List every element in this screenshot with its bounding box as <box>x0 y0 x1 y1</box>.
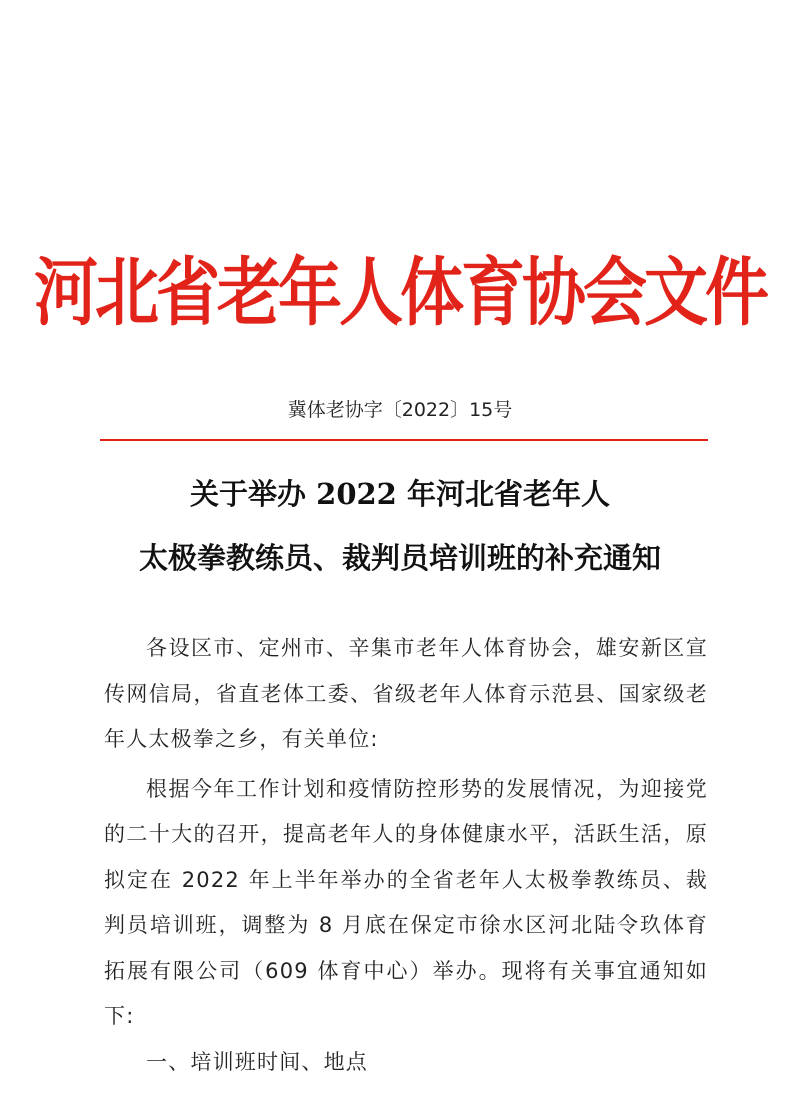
notice-title-line-1: 关于举办 2022 年河北省老年人 <box>190 477 610 511</box>
section-heading-1: 一、培训班时间、地点 <box>146 1049 368 1074</box>
document-number: 冀体老协字〔2022〕15号 <box>287 399 513 421</box>
addressee-paragraph: 各设区市、定州市、辛集市老年人体育协会，雄安新区宣传网信局，省直老体工委、省级老年人体育示范县、国家级老年人太极拳之乡，有关单位: <box>104 636 708 751</box>
red-divider-line <box>100 439 708 441</box>
body-paragraph-1: 根据今年工作计划和疫情防控形势的发展情况，为迎接党的二十大的召开，提高老年人的身体健康水平，活跃生活，原拟定在 2022 年上半年举办的全省老年人太极拳教练员、裁判员培训班，调整为 8 月底在保定市徐水区河北陆令玖体育拓展有限公司（609 体育中心）举办。现将有关事宜通知如下: <box>104 776 708 1028</box>
notice-title-line-2: 太极拳教练员、裁判员培训班的补充通知 <box>138 541 661 575</box>
document-body <box>104 626 708 1085</box>
org-header-title: 河北省老年人体育协会文件 <box>34 251 766 337</box>
